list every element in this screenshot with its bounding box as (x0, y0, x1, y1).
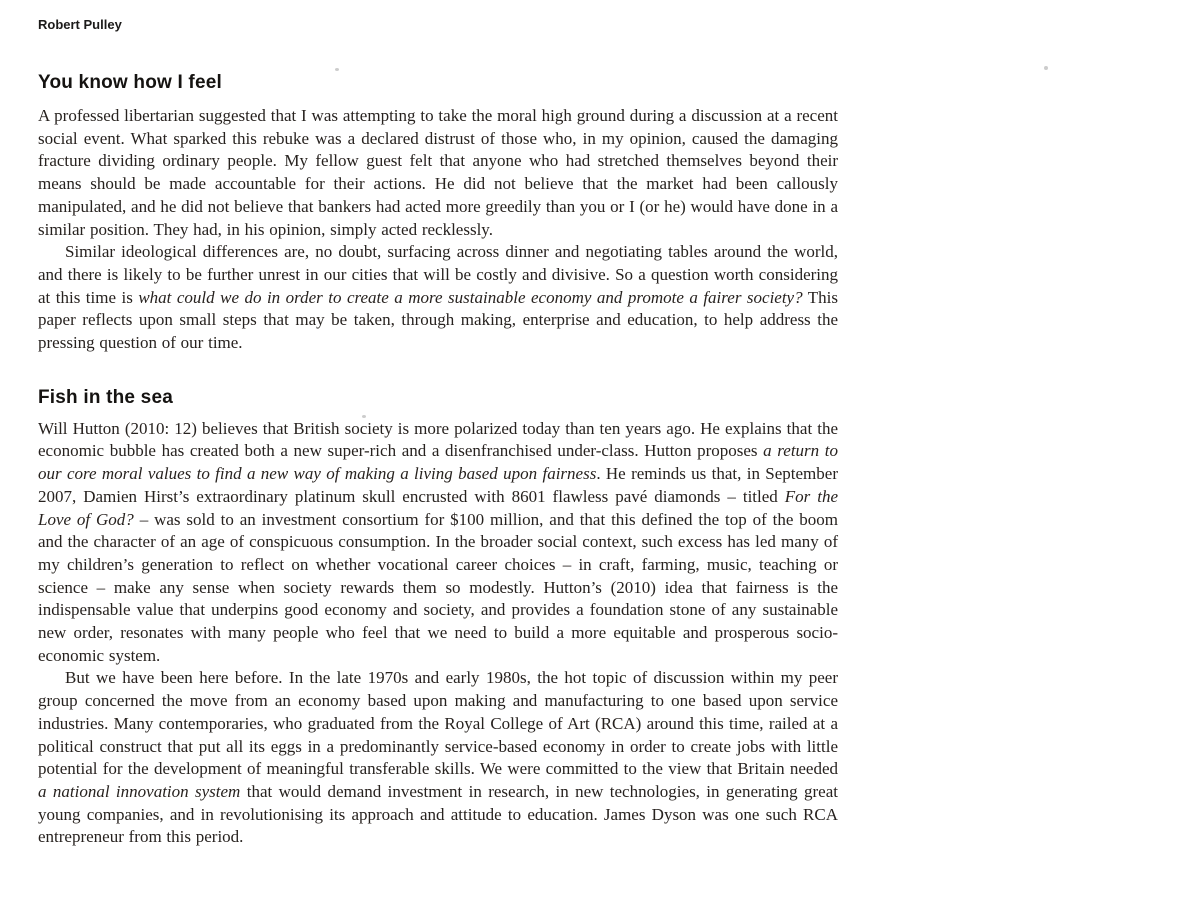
text-run: – was sold to an investment consortium for $100 million, and that this defined the top of the boom and the character of an age of conspicuous consumption. In the broader social context, such excess has led many of my children’s generation to reflect on whether vocational career choices – in craft, farming, music, teaching or science – make any sense when society rewards them so modestly. Hutton’s (2010) idea that fairness is the indispensable value that underpins good economy and society, and provides a foundation stone of any sustainable new order, resonates with many people who feel that we need to build a more equitable and prosperous socio-economic system. (38, 509, 839, 665)
text-run: A professed libertarian suggested that I was attempting to take the moral high ground during a discussion at a recent social event. What sparked this rebuke was a declared distrust of those who, in my opinion, caused the damaging fracture dividing ordinary people. My fellow guest felt that anyone who had stretched themselves beyond their means should be made accountable for their actions. He did not believe that the market had been callously manipulated, and he did not believe that bankers had acted more greedily than you or I (or he) would have done in a similar position. They had, in his opinion, simply acted recklessly. (38, 106, 838, 239)
paragraph (38, 418, 838, 668)
scan-artifact (1044, 66, 1048, 70)
text-run-italic: what could we do in order to create a more sustainable economy and promote a fairer society? (138, 287, 803, 307)
section-you-know-how-i-feel (38, 71, 838, 355)
text-run: Similar ideological differences are, no doubt, surfacing across dinner and negotiating tables around the world, and there is likely to be further unrest in our cities that will be costly and divisive. So a question worth considering at this time is (38, 242, 838, 307)
section-heading: You know how I feel (38, 72, 222, 93)
paragraph (38, 105, 838, 241)
text-run: that would demand investment in research, in new technologies, in generating great young companies, and in revolutionising its approach and attitude to education. James Dyson was one such RCA entrepreneur from this period. (38, 781, 838, 847)
section-fish-in-the-sea (38, 386, 838, 849)
text-run: This paper reflects upon small steps that may be taken, through making, enterprise and education, to help address the pressing question of our time. (38, 287, 839, 353)
text-run-italic: For the Love of God? (38, 486, 838, 529)
author-byline: Robert Pulley (38, 17, 122, 32)
section-heading: Fish in the sea (38, 386, 173, 408)
paragraph (38, 667, 838, 849)
text-run: . He reminds us that, in September 2007, Damien Hirst’s extraordinary platinum skull encrusted with 8601 flawless pavé diamonds – titled (38, 464, 838, 506)
text-run: Will Hutton (2010: 12) believes that British society is more polarized today than ten years ago. He explains that the economic bubble has created both a new super-rich and a disenfranchised under-class. Hutton proposes (38, 418, 838, 461)
paragraph (38, 241, 838, 355)
text-column (38, 18, 838, 849)
text-run-italic: a return to our core moral values to find a new way of making a living based upon fairness (38, 441, 839, 484)
text-run-italic: a national innovation system (38, 781, 241, 801)
text-run: But we have been here before. In the late 1970s and early 1980s, the hot topic of discussion within my peer group concerned the move from an economy based upon making and manufacturing to one based upon service industries. Many contemporaries, who graduated from the Royal College of Art (RCA) around this time, railed at a political construct that put all its eggs in a predominantly service-based economy in order to create jobs with little potential for the development of meaningful transferable skills. We were committed to the view that Britain needed (38, 668, 838, 779)
